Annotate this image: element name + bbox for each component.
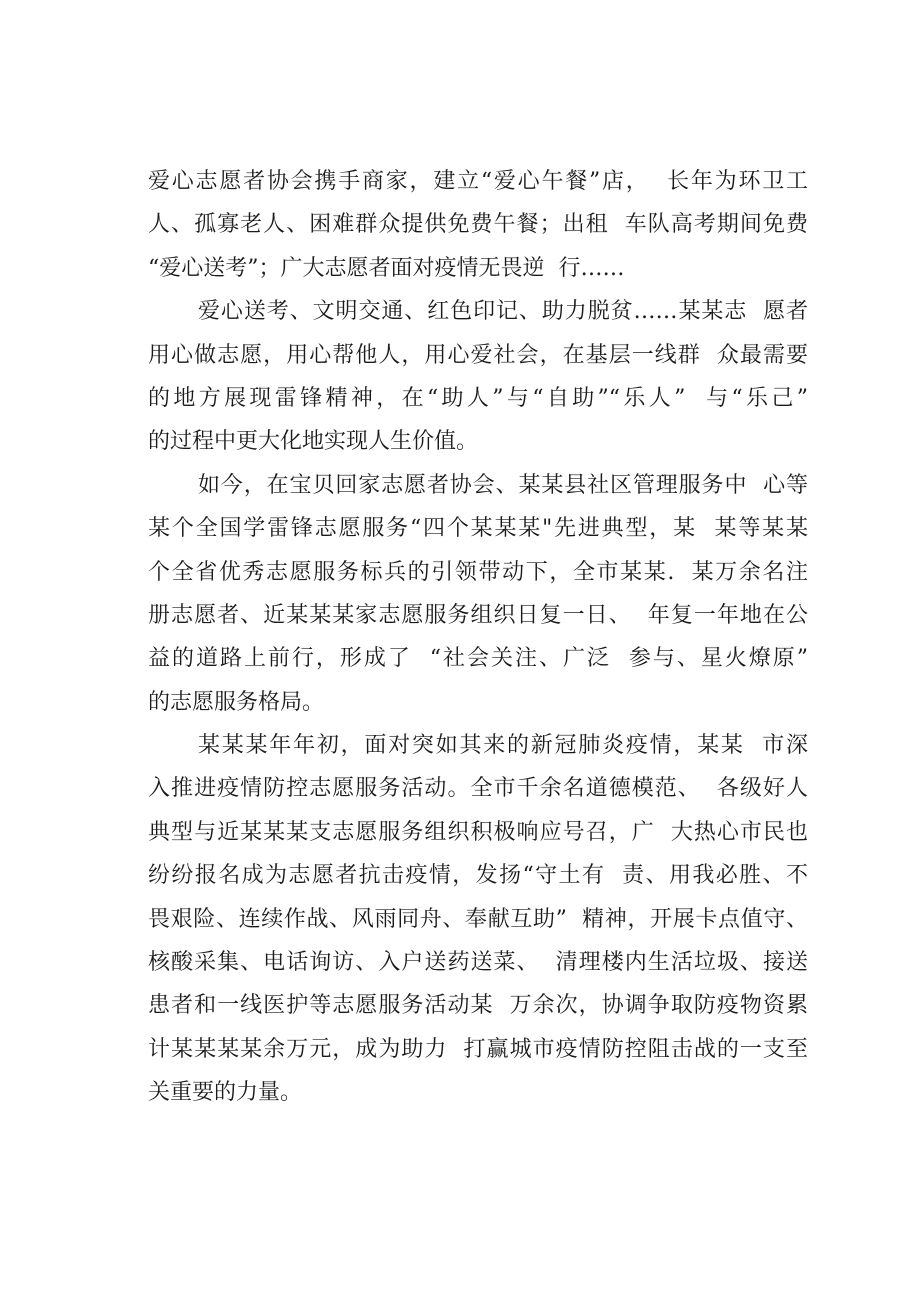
text-line: 用心做志愿，用心帮他人，用心爱社会，在基层一线群 众最需要 xyxy=(148,342,808,368)
paragraph xyxy=(148,160,808,290)
paragraph xyxy=(148,724,808,1115)
text-line: 关重要的力量。 xyxy=(148,1080,303,1106)
text-line: 人、孤寡老人、困难群众提供免费午餐；出租 车队高考期间免费 xyxy=(148,212,808,238)
text-line: 某个全国学雷锋志愿服务“四个某某某"先进典型，某 某等某某 xyxy=(148,516,808,542)
text-line: 某某某年年初，面对突如其来的新冠肺炎疫情，某某 市深 xyxy=(198,733,808,759)
text-line: 爱心志愿者协会携手商家，建立“爱心午餐”店， 长年为环卫工 xyxy=(148,169,808,194)
text-line: 入推进疫情防控志愿服务活动。全市千余名道德模范、 各级好人 xyxy=(148,776,808,802)
text-line: 爱心送考、文明交通、红色印记、助力脱贫……某某志 愿者 xyxy=(198,299,808,325)
text-line: 患者和一线医护等志愿服务活动某 万余次，协调争取防疫物资累 xyxy=(148,993,808,1019)
document-body xyxy=(148,160,808,1115)
text-line: 册志愿者、近某某某家志愿服务组织日复一日、 年复一年地在公 xyxy=(148,602,808,628)
paragraph xyxy=(148,464,808,724)
text-line: 个全省优秀志愿服务标兵的引领带动下，全市某某. 某万余名注 xyxy=(148,559,808,585)
text-line: “爱心送考”；广大志愿者面对疫情无畏逆 行…… xyxy=(148,255,625,281)
text-line: 计某某某某余万元，成为助力 打赢城市疫情防控阻击战的一支至 xyxy=(148,1036,808,1062)
text-line: 益的道路上前行，形成了 “社会关注、广泛 参与、星火燎原” xyxy=(148,646,808,672)
text-line: 典型与近某某某支志愿服务组织积极响应号召，广 大热心市民也 xyxy=(148,819,808,845)
text-line: 畏艰险、连续作战、风雨同舟、奉献互助” 精神，开展卡点值守、 xyxy=(148,906,808,932)
text-line: 核酸采集、电话询访、入户送药送菜、 清理楼内生活垃圾、接送 xyxy=(148,950,808,976)
text-line: 的地方展现雷锋精神，在“助人”与“自助”“乐人” 与“乐己” xyxy=(148,385,808,411)
text-line: 的过程中更大化地实现人生价值。 xyxy=(148,429,479,455)
text-line: 纷纷报名成为志愿者抗击疫情，发扬“守土有 责、用我必胜、不 xyxy=(148,863,808,889)
paragraph xyxy=(148,290,808,464)
text-line: 如今，在宝贝回家志愿者协会、某某县社区管理服务中 心等 xyxy=(198,472,808,498)
text-line: 的志愿服务格局。 xyxy=(148,689,325,715)
